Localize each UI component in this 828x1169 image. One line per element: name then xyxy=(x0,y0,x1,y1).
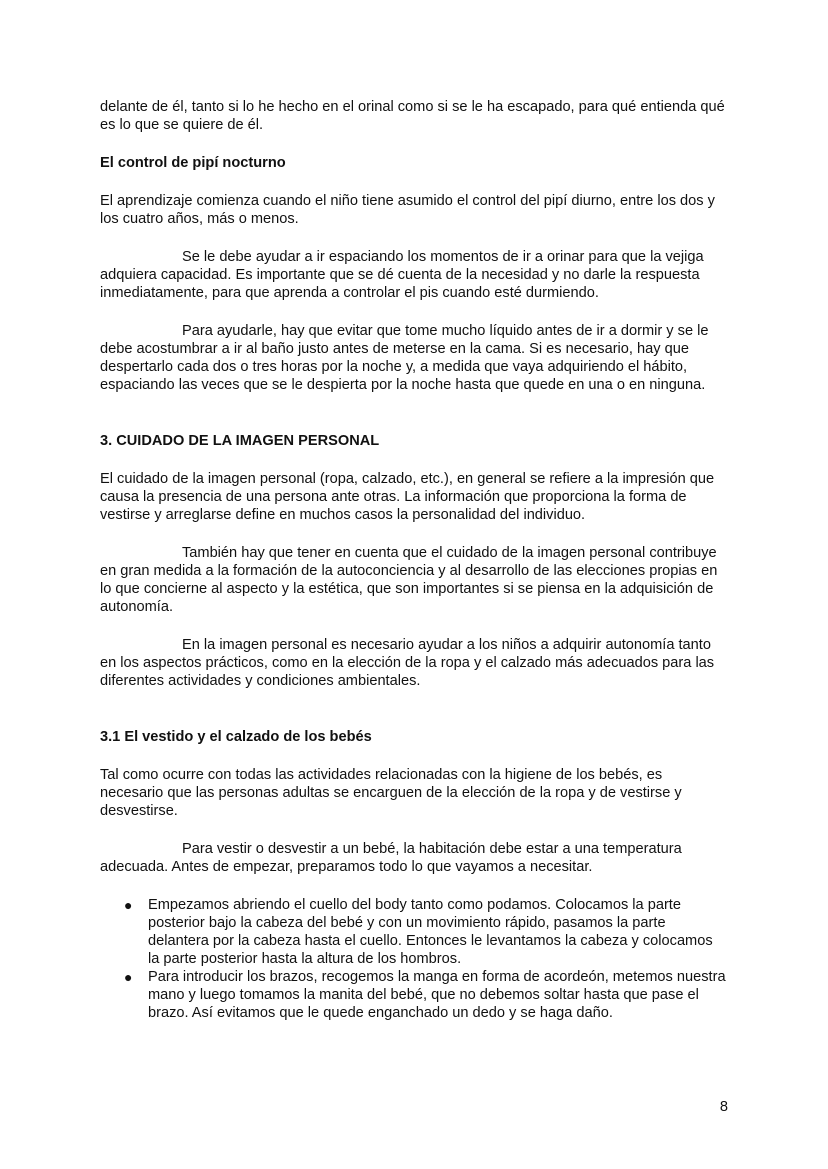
section-heading-personal-image: 3. CUIDADO DE LA IMAGEN PERSONAL xyxy=(100,433,380,449)
paragraph-adults-responsibility: Tal como ocurre con todas las actividades relacionadas con la higiene de los bebés, es necesario que las personas adultas se encarguen de la elección de la ropa y de vestirse y desvestirse. xyxy=(100,767,682,819)
page-content xyxy=(100,98,728,1022)
page-number: 8 xyxy=(719,1099,728,1115)
list-item xyxy=(100,968,728,1022)
list-item xyxy=(100,896,728,968)
paragraph-room-temperature: Para vestir o desvestir a un bebé, la habitación debe estar a una temperatura adecuada. Antes de empezar, preparamos todo lo que vayamos a necesitar. xyxy=(100,841,682,875)
paragraph-continuation: delante de él, tanto si lo he hecho en el orinal como si se le ha escapado, para qué entienda qué es lo que se quiere de él. xyxy=(100,99,725,133)
list-item-text: Empezamos abriendo el cuello del body tanto como podamos. Colocamos la parte posterior bajo la cabeza del bebé y con un movimiento rápido, pasamos la parte delantera por la cabeza hasta el cuello. Entonces le levantamos la cabeza y colocamos la parte posterior hasta la altura de los hombros. xyxy=(148,897,713,967)
paragraph-spacing-moments: Se le debe ayudar a ir espaciando los momentos de ir a orinar para que la vejiga adquiera capacidad. Es importante que se dé cuenta de la necesidad y no darle la respuesta inmediatamente, para que aprenda a controlar el pis cuando esté durmiendo. xyxy=(100,249,704,301)
list-item-text: Para introducir los brazos, recogemos la manga en forma de acordeón, metemos nuestra mano y luego tomamos la manita del bebé, que no debemos soltar hasta que pase el brazo. Así evitamos que le quede enganchado un dedo y se haga daño. xyxy=(148,969,726,1021)
paragraph-learning-start: El aprendizaje comienza cuando el niño tiene asumido el control del pipí diurno, entre los dos y los cuatro años, más o menos. xyxy=(100,193,715,227)
subheading-nocturnal-control: El control de pipí nocturno xyxy=(100,155,286,171)
paragraph-autonomy: En la imagen personal es necesario ayudar a los niños a adquirir autonomía tanto en los aspectos prácticos, como en la elección de la ropa y el calzado más adecuados para las diferentes actividades y condiciones ambientales. xyxy=(100,637,715,689)
bullet-icon: ● xyxy=(124,969,133,985)
bullet-icon: ● xyxy=(124,897,133,913)
paragraph-help-night: Para ayudarle, hay que evitar que tome mucho líquido antes de ir a dormir y se le debe acostumbrar a ir al baño justo antes de meterse en la cama. Si es necesario, hay que despertarlo cada dos o tres horas por la noche y, a medida que vaya adquiriendo el hábito, espaciando las veces que se le despierta por la noche hasta que quede en una o en ninguna. xyxy=(100,323,709,393)
dressing-steps-list xyxy=(100,896,728,1022)
paragraph-self-awareness: También hay que tener en cuenta que el cuidado de la imagen personal contribuye en gran medida a la formación de la autoconciencia y al desarrollo de las elecciones propias en lo que concierne al aspecto y la estética, que son importantes si se piensa en la adquisición de autonomía. xyxy=(100,545,718,615)
paragraph-personal-image-definition: El cuidado de la imagen personal (ropa, calzado, etc.), en general se refiere a la impresión que causa la presencia de una persona ante otras. La información que proporciona la forma de vestirse y arreglarse define en muchos casos la personalidad del individuo. xyxy=(100,471,715,523)
section-heading-baby-clothing: 3.1 El vestido y el calzado de los bebés xyxy=(100,729,372,745)
